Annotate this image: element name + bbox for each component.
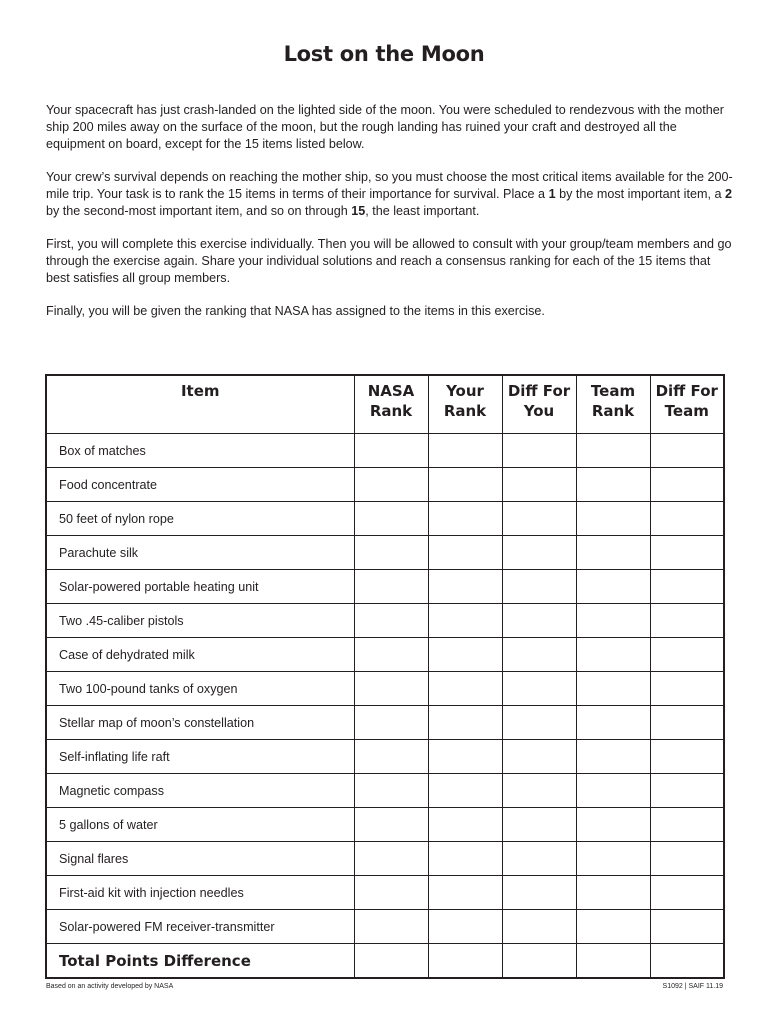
item-name: Case of dehydrated milk — [46, 638, 354, 672]
header-nasa-rank: NASA Rank — [354, 375, 428, 434]
diff-team-cell[interactable] — [650, 672, 724, 706]
table-row — [46, 774, 724, 808]
item-name: Self-inflating life raft — [46, 740, 354, 774]
team-rank-cell[interactable] — [576, 638, 650, 672]
item-name: 5 gallons of water — [46, 808, 354, 842]
nasa-rank-cell[interactable] — [354, 672, 428, 706]
nasa-rank-cell[interactable] — [354, 502, 428, 536]
your-rank-cell[interactable] — [428, 910, 502, 944]
team-rank-cell[interactable] — [576, 672, 650, 706]
your-rank-cell[interactable] — [428, 502, 502, 536]
nasa-rank-cell[interactable] — [354, 434, 428, 468]
table-row — [46, 570, 724, 604]
item-name: Parachute silk — [46, 536, 354, 570]
diff-you-cell[interactable] — [502, 468, 576, 502]
team-rank-cell[interactable] — [576, 774, 650, 808]
intro-paragraph-2: Your crew’s survival depends on reaching the mother ship, so you must choose the most critical items available for the 200-mile trip. Your task is to rank the 15 items in terms of their importance for survival. Place a 1 by the most important item, a 2 by the second-most important item, and so on through 15, the least important. — [46, 170, 733, 218]
diff-you-cell[interactable] — [502, 536, 576, 570]
nasa-rank-cell[interactable] — [354, 910, 428, 944]
total-label: Total Points Difference — [46, 944, 354, 979]
diff-team-cell[interactable] — [650, 910, 724, 944]
nasa-rank-cell[interactable] — [354, 876, 428, 910]
diff-team-cell[interactable] — [650, 706, 724, 740]
team-rank-cell[interactable] — [576, 876, 650, 910]
total-nasa-cell — [354, 944, 428, 979]
your-rank-cell[interactable] — [428, 536, 502, 570]
diff-you-cell[interactable] — [502, 706, 576, 740]
diff-team-cell[interactable] — [650, 740, 724, 774]
diff-you-cell[interactable] — [502, 808, 576, 842]
item-name: Two 100-pound tanks of oxygen — [46, 672, 354, 706]
diff-team-cell[interactable] — [650, 842, 724, 876]
item-name: First-aid kit with injection needles — [46, 876, 354, 910]
team-rank-cell[interactable] — [576, 502, 650, 536]
diff-team-cell[interactable] — [650, 604, 724, 638]
diff-team-cell[interactable] — [650, 774, 724, 808]
total-diff-you-cell[interactable] — [502, 944, 576, 979]
diff-team-cell[interactable] — [650, 808, 724, 842]
table-row — [46, 910, 724, 944]
nasa-rank-cell[interactable] — [354, 842, 428, 876]
nasa-rank-cell[interactable] — [354, 808, 428, 842]
nasa-rank-cell[interactable] — [354, 774, 428, 808]
table-row — [46, 638, 724, 672]
diff-team-cell[interactable] — [650, 434, 724, 468]
your-rank-cell[interactable] — [428, 638, 502, 672]
total-row — [46, 944, 724, 979]
your-rank-cell[interactable] — [428, 740, 502, 774]
item-name: Food concentrate — [46, 468, 354, 502]
your-rank-cell[interactable] — [428, 604, 502, 638]
team-rank-cell[interactable] — [576, 434, 650, 468]
diff-team-cell[interactable] — [650, 876, 724, 910]
total-diff-team-cell[interactable] — [650, 944, 724, 979]
item-name: Box of matches — [46, 434, 354, 468]
team-rank-cell[interactable] — [576, 706, 650, 740]
item-name: Two .45-caliber pistols — [46, 604, 354, 638]
diff-you-cell[interactable] — [502, 638, 576, 672]
header-item: Item — [46, 375, 354, 434]
table-header-row — [46, 375, 724, 434]
footer-credit: Based on an activity developed by NASA — [46, 983, 174, 990]
diff-you-cell[interactable] — [502, 434, 576, 468]
diff-you-cell[interactable] — [502, 502, 576, 536]
item-name: Magnetic compass — [46, 774, 354, 808]
item-name: Solar-powered portable heating unit — [46, 570, 354, 604]
intro-paragraph-4: Finally, you will be given the ranking that NASA has assigned to the items in this exercise. — [46, 304, 545, 318]
nasa-rank-cell[interactable] — [354, 706, 428, 740]
item-name: Stellar map of moon’s constellation — [46, 706, 354, 740]
table-row — [46, 604, 724, 638]
table-row — [46, 536, 724, 570]
team-rank-cell[interactable] — [576, 740, 650, 774]
item-name: Solar-powered FM receiver-transmitter — [46, 910, 354, 944]
total-your-cell — [428, 944, 502, 979]
team-rank-cell[interactable] — [576, 468, 650, 502]
nasa-rank-cell[interactable] — [354, 638, 428, 672]
team-rank-cell[interactable] — [576, 842, 650, 876]
your-rank-cell[interactable] — [428, 842, 502, 876]
table-row — [46, 740, 724, 774]
table-row — [46, 502, 724, 536]
diff-team-cell[interactable] — [650, 468, 724, 502]
diff-team-cell[interactable] — [650, 570, 724, 604]
team-rank-cell[interactable] — [576, 536, 650, 570]
header-team-rank: Team Rank — [576, 375, 650, 434]
your-rank-cell[interactable] — [428, 706, 502, 740]
diff-you-cell[interactable] — [502, 604, 576, 638]
diff-team-cell[interactable] — [650, 536, 724, 570]
your-rank-cell[interactable] — [428, 774, 502, 808]
intro-paragraph-1: Your spacecraft has just crash-landed on the lighted side of the moon. You were scheduled to rendezvous with the mother ship 200 miles away on the surface of the moon, but the rough landing has ruined your craft and destroyed all the equipment on board, except for the 15 items listed below. — [46, 103, 724, 151]
header-diff-for-you: Diff For You — [502, 375, 576, 434]
header-diff-for-team: Diff For Team — [650, 375, 724, 434]
ranking-table — [45, 374, 725, 979]
diff-you-cell[interactable] — [502, 910, 576, 944]
table-row — [46, 876, 724, 910]
table-row — [46, 842, 724, 876]
instructions — [46, 102, 736, 336]
nasa-rank-cell[interactable] — [354, 570, 428, 604]
item-name: Signal flares — [46, 842, 354, 876]
your-rank-cell[interactable] — [428, 434, 502, 468]
diff-you-cell[interactable] — [502, 740, 576, 774]
team-rank-cell[interactable] — [576, 604, 650, 638]
team-rank-cell[interactable] — [576, 570, 650, 604]
item-name: 50 feet of nylon rope — [46, 502, 354, 536]
nasa-rank-cell[interactable] — [354, 468, 428, 502]
diff-you-cell[interactable] — [502, 672, 576, 706]
team-rank-cell[interactable] — [576, 808, 650, 842]
diff-you-cell[interactable] — [502, 570, 576, 604]
header-your-rank: Your Rank — [428, 375, 502, 434]
nasa-rank-cell[interactable] — [354, 740, 428, 774]
table-row — [46, 808, 724, 842]
diff-you-cell[interactable] — [502, 774, 576, 808]
your-rank-cell[interactable] — [428, 808, 502, 842]
team-rank-cell[interactable] — [576, 910, 650, 944]
intro-paragraph-3: First, you will complete this exercise individually. Then you will be allowed to consult with your group/team members and go through the exercise again. Share your individual solutions and reach a consensus ranking for each of the 15 items that best satisfies all group members. — [46, 237, 732, 285]
table-row — [46, 468, 724, 502]
your-rank-cell[interactable] — [428, 570, 502, 604]
total-team-cell — [576, 944, 650, 979]
diff-you-cell[interactable] — [502, 876, 576, 910]
your-rank-cell[interactable] — [428, 876, 502, 910]
footer-code: S1092 | SAIF 11.19 — [662, 983, 723, 990]
your-rank-cell[interactable] — [428, 468, 502, 502]
nasa-rank-cell[interactable] — [354, 604, 428, 638]
table-row — [46, 434, 724, 468]
page-title: Lost on the Moon — [283, 42, 485, 66]
nasa-rank-cell[interactable] — [354, 536, 428, 570]
diff-you-cell[interactable] — [502, 842, 576, 876]
table-row — [46, 706, 724, 740]
diff-team-cell[interactable] — [650, 638, 724, 672]
diff-team-cell[interactable] — [650, 502, 724, 536]
your-rank-cell[interactable] — [428, 672, 502, 706]
table-row — [46, 672, 724, 706]
